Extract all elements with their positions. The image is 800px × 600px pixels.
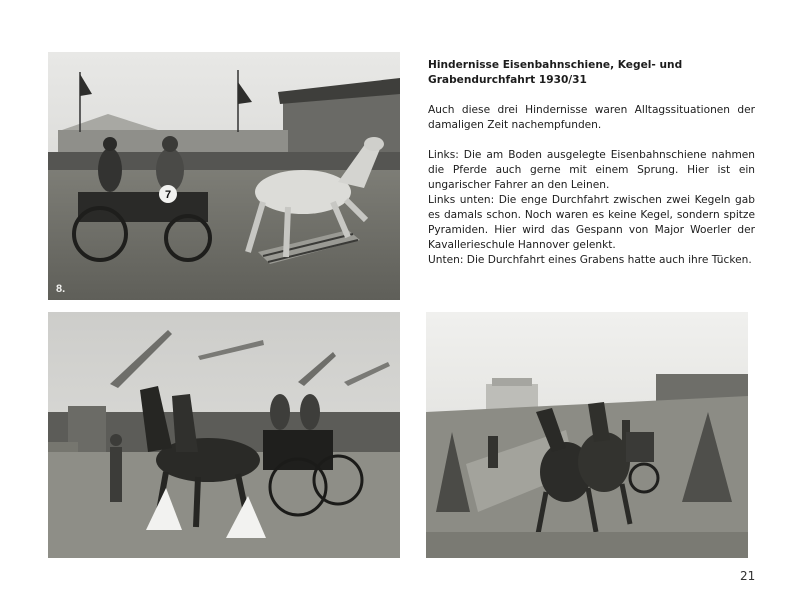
photo-ditch-obstacle-image (426, 312, 748, 558)
photo-railway-obstacle-image (48, 52, 400, 300)
photo-corner-mark: 8. (56, 283, 66, 295)
article-intro: Auch diese drei Hindernisse waren Alltagssituationen der damaligen Zeit nachempfunden. (428, 104, 755, 131)
caption-bottom-left: Links unten: Die enge Durchfahrt zwischen zwei Kegeln gab es damals schon. Noch waren es keine Kegel, sondern spitze Pyramiden. Hier wird das Gespann von Major Woerler der Kavallerieschule Hannover gelenkt. (428, 194, 755, 251)
article-heading: Hindernisse Eisenbahnschiene, Kegel- und Grabendurchfahrt 1930/31 (428, 59, 683, 86)
photo-railway-obstacle (48, 52, 400, 300)
photo-cone-obstacle-image (48, 312, 400, 558)
caption-left: Links: Die am Boden ausgelegte Eisenbahnschiene nahmen die Pferde auch gerne mit einem Sprung. Hier ist ein ungarischer Fahrer an den Leinen. (428, 149, 755, 191)
start-number-text: 7 (164, 189, 172, 201)
photo-cone-obstacle (48, 312, 400, 558)
caption-bottom-right: Unten: Die Durchfahrt eines Grabens hatte auch ihre Tücken. (428, 254, 752, 266)
article-text (428, 58, 755, 268)
photo-ditch-obstacle (426, 312, 748, 558)
page-number: 21 (740, 569, 756, 583)
